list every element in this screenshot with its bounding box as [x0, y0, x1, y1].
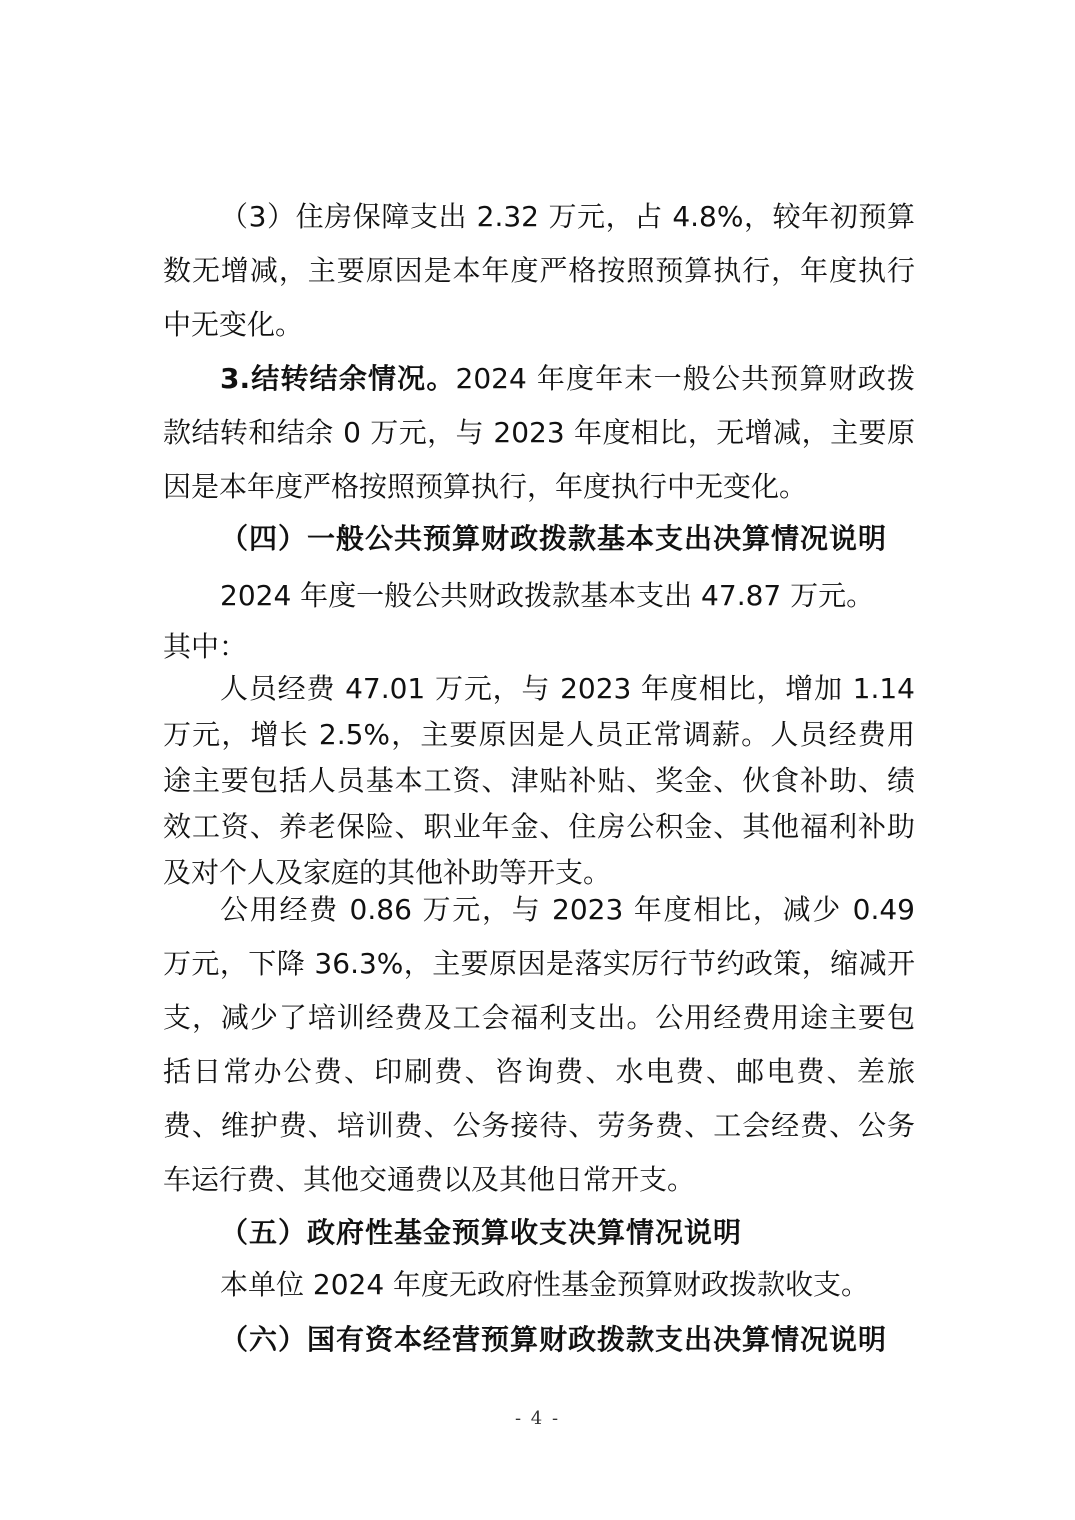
paragraph-housing-expense: （3）住房保障支出 2.32 万元，占 4.8%，较年初预算数无增减，主要原因是本年度严格按照预算执行，年度执行中无变化。	[163, 200, 915, 341]
section-heading-6: （六）国有资本经营预算财政拨款支出决算情况说明	[220, 1323, 888, 1356]
paragraph-basic-expense-total: 2024 年度一般公共财政拨款基本支出 47.87 万元。	[220, 579, 875, 612]
paragraph-lead-body: 2024 年度年末一般公共预算财政拨款结转和结余 0 万元，与 2023 年度相比，无增减，主要原因是本年度严格按照预算执行，年度执行中无变化。	[163, 362, 915, 503]
paragraph-public-expense: 公用经费 0.86 万元，与 2023 年度相比，减少 0.49 万元，下降 36.3%，主要原因是落实厉行节约政策，缩减开支，减少了培训经费及工会福利支出。公用经费用途主要包括日常办公费、印刷费、咨询费、水电费、邮电费、差旅费、维护费、培训费、公务接待、劳务费、工会经费、公务车运行费、其他交通费以及其他日常开支。	[163, 893, 915, 1196]
paragraph-personnel-expense: 人员经费 47.01 万元，与 2023 年度相比，增加 1.14 万元，增长 2.5%，主要原因是人员正常调薪。人员经费用途主要包括人员基本工资、津贴补贴、奖金、伙食补助、绩效工资、养老保险、职业年金、住房公积金、其他福利补助及对个人及家庭的其他补助等开支。	[163, 672, 915, 889]
page-number: - 4 -	[514, 1408, 561, 1429]
section-heading-5: （五）政府性基金预算收支决算情况说明	[220, 1216, 743, 1249]
section-heading-4: （四）一般公共预算财政拨款基本支出决算情况说明	[220, 522, 888, 555]
paragraph-government-fund: 本单位 2024 年度无政府性基金预算财政拨款收支。	[220, 1268, 870, 1301]
paragraph-lead-label: 3.结转结余情况。	[220, 362, 456, 395]
paragraph-carryover-balance	[163, 352, 915, 514]
paragraph-among-which: 其中：	[163, 630, 248, 663]
